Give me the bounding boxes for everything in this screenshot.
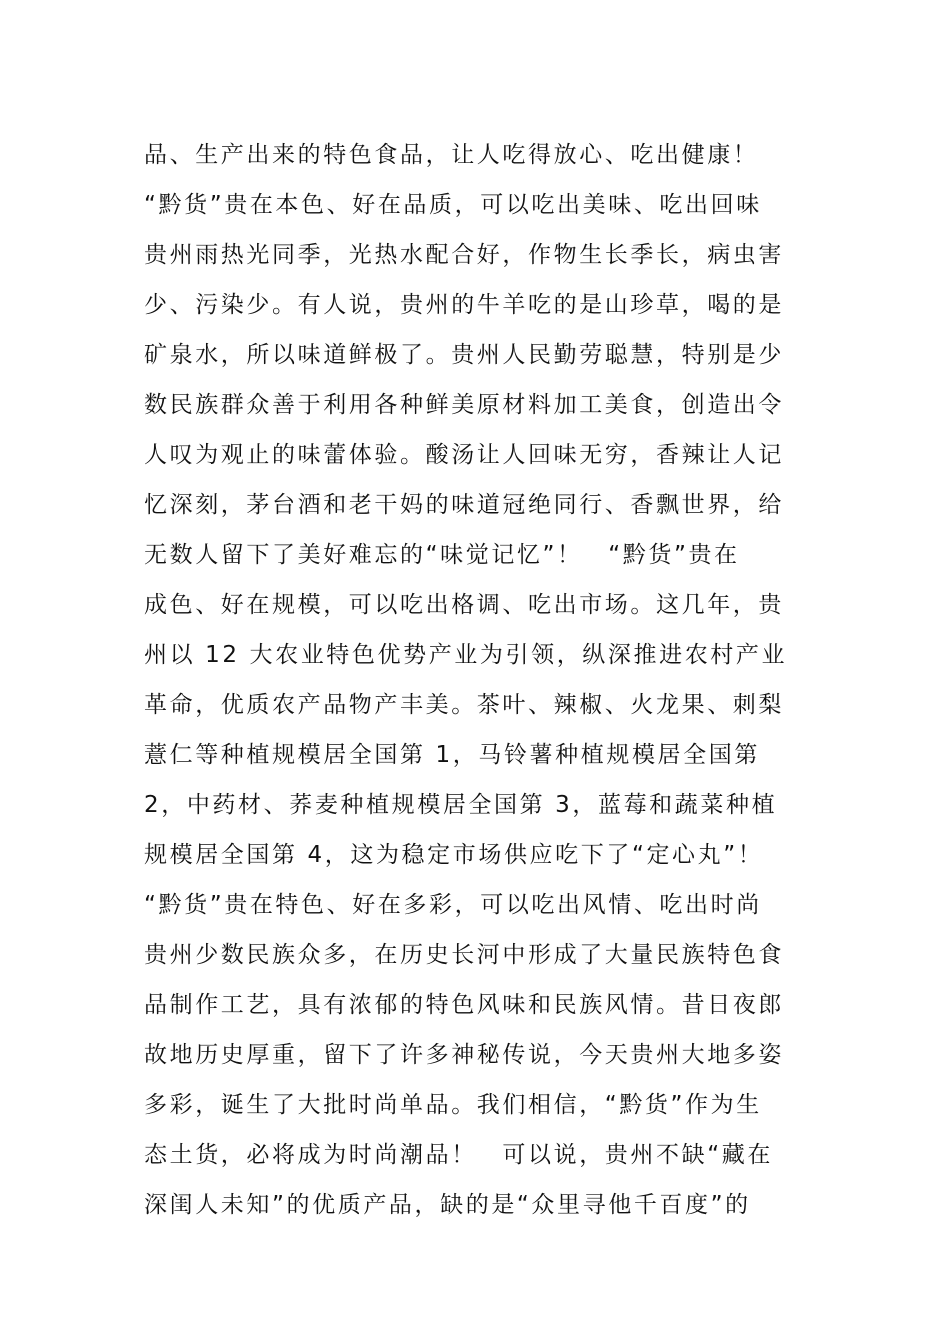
text-line: 薏仁等种植规模居全国第 1，马铃薯种植规模居全国第 [144, 742, 760, 768]
text-line: 深闺人未知”的优质产品，缺的是“众里寻他千百度”的 [144, 1192, 751, 1218]
text-line: “黔货”贵在特色、好在多彩，可以吃出风情、吃出时尚 [144, 892, 762, 918]
text-line: 人叹为观止的味蕾体验。酸汤让人回味无穷，香辣让人记 [144, 442, 784, 468]
text-line: 数民族群众善于利用各种鲜美原材料加工美食，创造出令 [144, 392, 784, 418]
text-line: 态土货，必将成为时尚潮品！ 可以说，贵州不缺“藏在 [144, 1142, 773, 1168]
text-line: 2，中药材、荞麦种植规模居全国第 3，蓝莓和蔬菜种植 [144, 792, 778, 818]
text-line: 矿泉水，所以味道鲜极了。贵州人民勤劳聪慧，特别是少 [144, 342, 784, 368]
text-line: 贵州少数民族众多，在历史长河中形成了大量民族特色食 [144, 942, 784, 968]
text-line: 革命，优质农产品物产丰美。茶叶、辣椒、火龙果、刺梨 [144, 692, 784, 718]
text-line: “黔货”贵在本色、好在品质，可以吃出美味、吃出回味 [144, 192, 762, 218]
text-line: 品、生产出来的特色食品，让人吃得放心、吃出健康！ [144, 142, 759, 168]
text-line: 成色、好在规模，可以吃出格调、吃出市场。这几年，贵 [144, 592, 784, 618]
text-line: 贵州雨热光同季，光热水配合好，作物生长季长，病虫害 [144, 242, 784, 268]
text-line: 无数人留下了美好难忘的“味觉记忆”！ “黔货”贵在 [144, 542, 740, 568]
text-line: 少、污染少。有人说，贵州的牛羊吃的是山珍草，喝的是 [144, 292, 784, 318]
text-line: 规模居全国第 4，这为稳定市场供应吃下了“定心丸”！ [144, 842, 764, 868]
text-line: 故地历史厚重，留下了许多神秘传说，今天贵州大地多姿 [144, 1042, 784, 1068]
text-line: 州以 12 大农业特色优势产业为引领，纵深推进农村产业 [144, 642, 788, 668]
body-text [144, 130, 814, 1230]
text-line: 忆深刻，茅台酒和老干妈的味道冠绝同行、香飘世界，给 [144, 492, 784, 518]
text-line: 品制作工艺，具有浓郁的特色风味和民族风情。昔日夜郎 [144, 992, 784, 1018]
text-line: 多彩，诞生了大批时尚单品。我们相信，“黔货”作为生 [144, 1092, 762, 1118]
